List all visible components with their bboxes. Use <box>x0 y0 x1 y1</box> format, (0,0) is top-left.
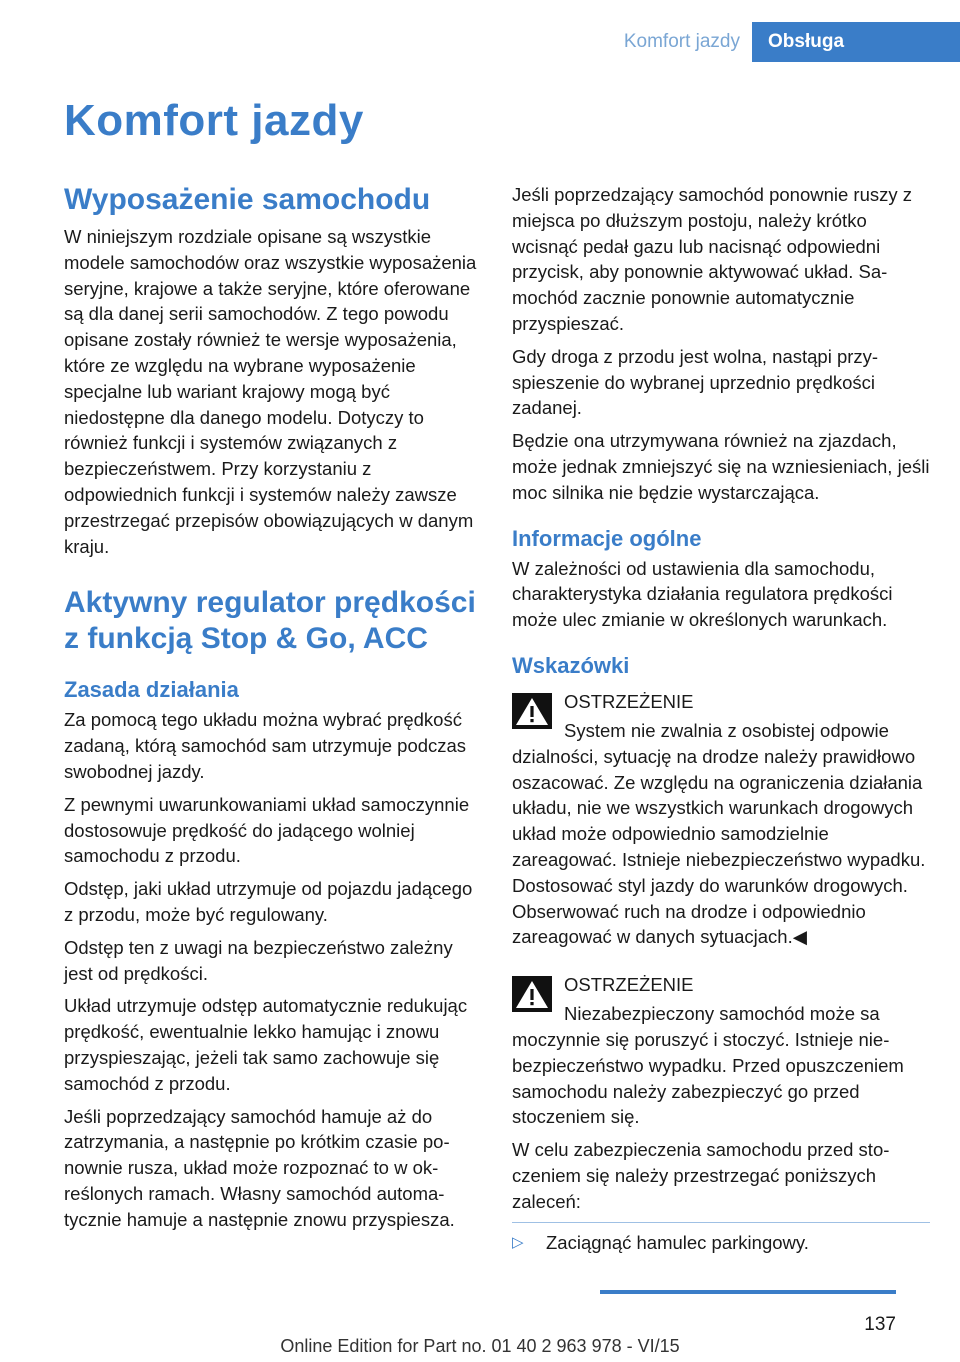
warning-text <box>512 1001 930 1130</box>
paragraph-restart: Jeśli poprzedzający samochód ponownie ruszy z miejsca po dłuższym postoju, należy krótko wcisnąć pedał gazu lub nacisnąć odpowiedni przycisk, aby ponownie aktywować układ. Samochód zacznie ponownie automatycznie przyspieszać. <box>512 184 913 334</box>
heading-equipment: Wyposażenie samochodu <box>64 183 431 216</box>
paragraph-principle-4: Odstęp ten z uwagi na bezpieczeństwo zależny jest od prędkości. <box>64 936 453 984</box>
warning-label: OSTRZEŻENIE <box>564 974 694 996</box>
paragraph-general-info: W zależności od ustawienia dla samochodu, charakterystyka działania regulatora prędkości może ulec zmianie w określonych warunkach. <box>512 557 893 631</box>
edition-footer: Online Edition for Part no. 01 40 2 963 978 - VI/15 <box>280 1336 680 1356</box>
paragraph-principle-6: Jeśli poprzedzający samochód hamuje aż do zatrzymania, a następnie po krótkim czasie ponownie rusza, układ może rozpoznać to w określonych ramach. Własny samochód automatycznie hamuje a następnie znowu przyspiesza. <box>64 1105 455 1230</box>
paragraph-principle-5: Układ utrzymuje odstęp automatycznie redukując prędkość, ewentualnie lekko hamując i znowu przyspieszając, jeżeli tak samo zachowuje się samochód z przodu. <box>64 995 468 1094</box>
warning-block-1 <box>512 685 930 950</box>
paragraph-principle-1: Za pomocą tego układu można wybrać prędkość zadaną, którą samochód sam utrzymuje podczas swobodnej jazdy. <box>64 709 467 782</box>
warning-text-rest: dzialności, sytuację na drodze należy prawidłowo oszacować. Ze względu na ograniczenia działania układu, nie we wszystkich warunkach drogowych układ może odpowiednio samodzielnie zareagować. Istnieje niebezpieczeństwo wypadku. Dostosować styl jazdy do warunków drogowych. Obserwować ruch na drodze i odpowiednio zareagować w danych sytuacjach.◀ <box>512 745 926 948</box>
heading-acc: Aktywny regulator prędkości z funkcją Stop & Go, ACC <box>64 586 476 656</box>
warning-block-2 <box>512 968 930 1130</box>
left-column <box>64 182 482 1240</box>
list-item-text: Zaciągnąć hamulec parkingowy. <box>546 1231 809 1253</box>
warning-text-first-line: Niezabezpieczony samochód może sa <box>564 1003 880 1025</box>
paragraph-free-road: Gdy droga z przodu jest wolna, nastąpi przyspieszenie do wybranej uprzednio prędkości zadanej. <box>512 345 879 419</box>
footer-rule <box>600 1290 896 1294</box>
heading-notes: Wskazówki <box>512 652 630 678</box>
page-title: Komfort jazdy <box>64 96 364 145</box>
header-section-label: Komfort jazdy <box>623 31 740 52</box>
warning-triangle-icon <box>512 693 552 729</box>
list-item <box>512 1223 930 1256</box>
heading-principle: Zasada działania <box>64 677 239 703</box>
instruction-list <box>512 1222 930 1256</box>
triangle-bullet-icon: ▷ <box>512 1233 524 1251</box>
warning-label: OSTRZEŻENIE <box>564 690 694 712</box>
warning-text-rest: moczynnie się poruszyć i stoczyć. Istnieje niebezpieczeństwo wypadku. Przed opuszczeniem samochodu należy zabezpieczyć go przed stoczeniem się. <box>512 1028 904 1128</box>
paragraph-secure-vehicle: W celu zabezpieczenia samochodu przed stoczeniem się należy przestrzegać poniższych zaleceń: <box>512 1139 890 1212</box>
warning-text-first-line: System nie zwalnia z osobistej odpowie <box>564 719 889 741</box>
right-column <box>512 182 930 1256</box>
page-number: 137 <box>864 1314 896 1335</box>
header-chapter-tab: Obsługa <box>752 22 960 62</box>
paragraph-principle-3: Odstęp, jaki układ utrzymuje od pojazdu jadącego z przodu, może być regulowany. <box>64 878 473 925</box>
paragraph-downhill: Będzie ona utrzymywana również na zjazdach, może jednak zmniejszyć się na wzniesieniach, jeśli moc silnika nie będzie wystarczająca. <box>512 430 930 503</box>
paragraph-equipment: W niniejszym rozdziale opisane są wszystkie modele samochodów oraz wszystkie wyposażenia seryjne, krajowe a także seryjne, które oferowane są dla danej serii samochodów. Z tego powodu opisane zostały również te wersje wyposażenia, które ze względu na wybrane wyposażenie specjalne lub wariant krajowy mogą być niedostępne dla danego modelu. Dotyczy to również funkcji i systemów związanych z bezpieczeństwem. Przy korzystaniu z odpowiednich funkcji i systemów należy zawsze przestrzegać przepisów obowiązujących w danym kraju. <box>64 226 477 557</box>
warning-triangle-icon <box>512 976 552 1012</box>
warning-text <box>512 718 930 950</box>
paragraph-principle-2: Z pewnymi uwarunkowaniami układ samoczynnie dostosowuje prędkość do jadącego wolniej samochodu z przodu. <box>64 793 470 867</box>
heading-general-info: Informacje ogólne <box>512 525 702 551</box>
page-header <box>0 22 960 62</box>
